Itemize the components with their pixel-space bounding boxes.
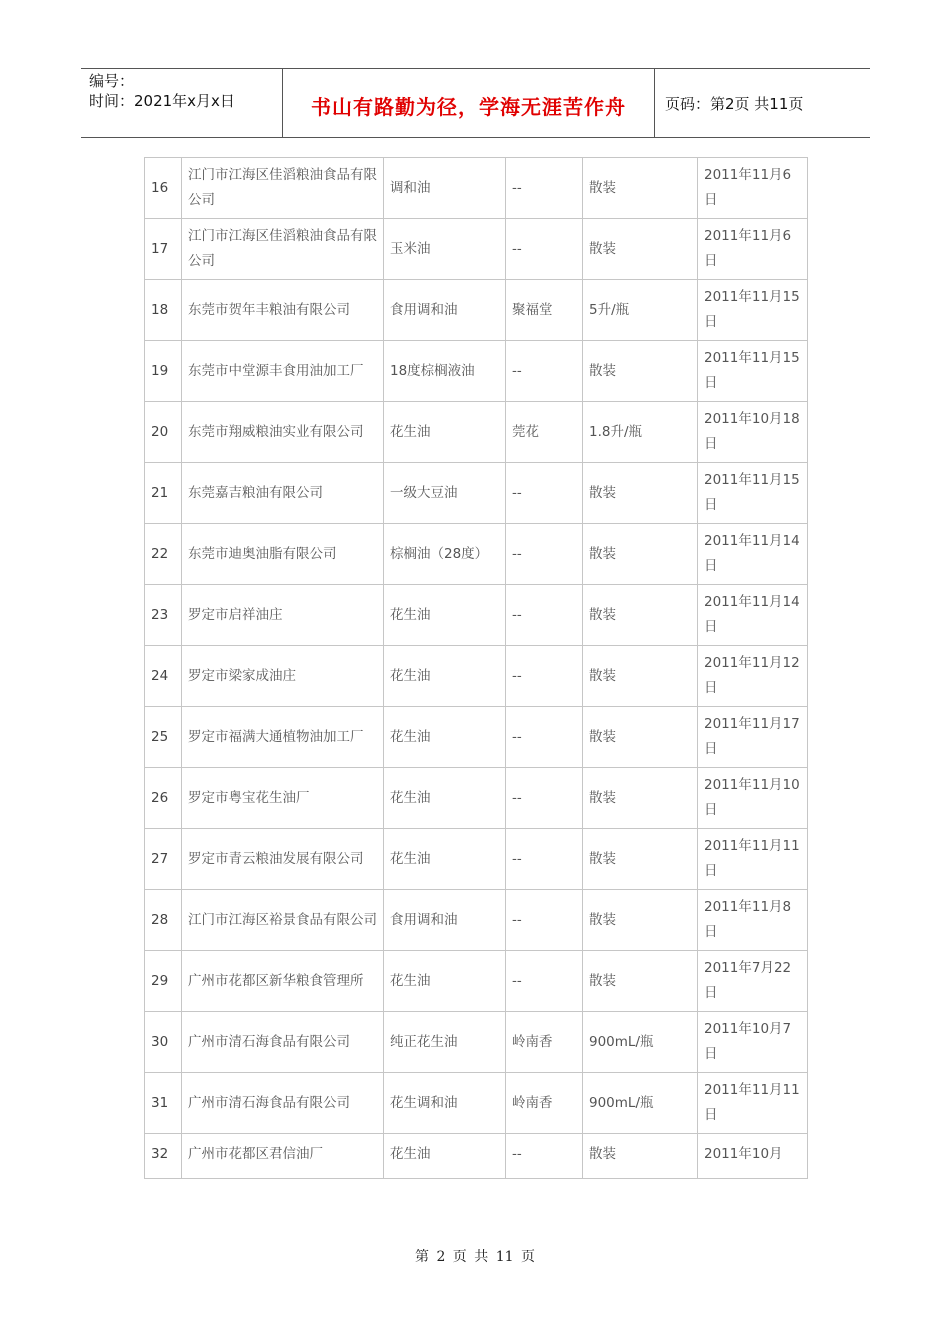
package-spec-cell: 散装 xyxy=(583,707,698,768)
company-name-cell: 罗定市福满大通植物油加工厂 xyxy=(182,707,384,768)
brand-name-cell: -- xyxy=(506,524,583,585)
table-row xyxy=(145,1134,808,1179)
package-spec-cell: 5升/瓶 xyxy=(583,280,698,341)
package-spec-cell: 散装 xyxy=(583,524,698,585)
table-row xyxy=(145,341,808,402)
brand-name-cell: -- xyxy=(506,463,583,524)
product-name-cell: 花生油 xyxy=(384,768,506,829)
product-name-cell: 纯正花生油 xyxy=(384,1012,506,1073)
row-number-cell: 27 xyxy=(145,829,182,890)
company-name-cell: 江门市江海区裕景食品有限公司 xyxy=(182,890,384,951)
package-spec-cell: 散装 xyxy=(583,890,698,951)
brand-name-cell: -- xyxy=(506,1134,583,1179)
product-name-cell: 花生油 xyxy=(384,646,506,707)
document-number-label: 编号： xyxy=(89,72,135,90)
row-number-cell: 24 xyxy=(145,646,182,707)
header-motto-cell xyxy=(282,69,655,137)
package-spec-cell: 1.8升/瓶 xyxy=(583,402,698,463)
company-name-cell: 广州市花都区新华粮食管理所 xyxy=(182,951,384,1012)
production-date-cell: 2011年11月15日 xyxy=(698,341,808,402)
table-row xyxy=(145,1073,808,1134)
company-name-cell: 罗定市梁家成油庄 xyxy=(182,646,384,707)
product-name-cell: 调和油 xyxy=(384,158,506,219)
package-spec-cell: 散装 xyxy=(583,646,698,707)
page-header xyxy=(81,68,870,138)
table-row xyxy=(145,1012,808,1073)
row-number-cell: 25 xyxy=(145,707,182,768)
row-number-cell: 19 xyxy=(145,341,182,402)
package-spec-cell: 散装 xyxy=(583,219,698,280)
product-name-cell: 花生油 xyxy=(384,951,506,1012)
company-name-cell: 罗定市启祥油庄 xyxy=(182,585,384,646)
table-row xyxy=(145,890,808,951)
company-name-cell: 东莞嘉吉粮油有限公司 xyxy=(182,463,384,524)
page-footer: 第 2 页 共 11 页 xyxy=(415,1249,535,1265)
row-number-cell: 23 xyxy=(145,585,182,646)
package-spec-cell: 900mL/瓶 xyxy=(583,1012,698,1073)
table-row xyxy=(145,402,808,463)
package-spec-cell: 900mL/瓶 xyxy=(583,1073,698,1134)
production-date-cell: 2011年10月7日 xyxy=(698,1012,808,1073)
product-name-cell: 18度棕榈液油 xyxy=(384,341,506,402)
product-name-cell: 花生油 xyxy=(384,1134,506,1179)
package-spec-cell: 散装 xyxy=(583,585,698,646)
company-name-cell: 广州市花都区君信油厂 xyxy=(182,1134,384,1179)
brand-name-cell: 莞花 xyxy=(506,402,583,463)
production-date-cell: 2011年11月14日 xyxy=(698,524,808,585)
row-number-cell: 31 xyxy=(145,1073,182,1134)
company-name-cell: 东莞市中堂源丰食用油加工厂 xyxy=(182,341,384,402)
table-row xyxy=(145,646,808,707)
package-spec-cell: 散装 xyxy=(583,158,698,219)
package-spec-cell: 散装 xyxy=(583,829,698,890)
package-spec-cell: 散装 xyxy=(583,768,698,829)
oil-inspection-table xyxy=(144,157,808,1179)
table-row xyxy=(145,585,808,646)
product-name-cell: 玉米油 xyxy=(384,219,506,280)
table-row xyxy=(145,158,808,219)
production-date-cell: 2011年11月15日 xyxy=(698,280,808,341)
brand-name-cell: 岭南香 xyxy=(506,1073,583,1134)
company-name-cell: 江门市江海区佳滔粮油食品有限公司 xyxy=(182,219,384,280)
row-number-cell: 16 xyxy=(145,158,182,219)
product-name-cell: 花生调和油 xyxy=(384,1073,506,1134)
package-spec-cell: 散装 xyxy=(583,463,698,524)
product-name-cell: 食用调和油 xyxy=(384,890,506,951)
production-date-cell: 2011年11月8日 xyxy=(698,890,808,951)
row-number-cell: 21 xyxy=(145,463,182,524)
product-name-cell: 一级大豆油 xyxy=(384,463,506,524)
production-date-cell: 2011年11月10日 xyxy=(698,768,808,829)
production-date-cell: 2011年10月18日 xyxy=(698,402,808,463)
production-date-cell: 2011年10月 xyxy=(698,1134,808,1179)
header-motto: 书山有路勤为径，学海无涯苦作舟 xyxy=(311,94,626,119)
product-name-cell: 食用调和油 xyxy=(384,280,506,341)
product-name-cell: 棕榈油（28度） xyxy=(384,524,506,585)
brand-name-cell: -- xyxy=(506,341,583,402)
row-number-cell: 17 xyxy=(145,219,182,280)
table-row xyxy=(145,951,808,1012)
product-name-cell: 花生油 xyxy=(384,402,506,463)
brand-name-cell: -- xyxy=(506,585,583,646)
production-date-cell: 2011年11月12日 xyxy=(698,646,808,707)
production-date-cell: 2011年11月11日 xyxy=(698,829,808,890)
production-date-cell: 2011年11月17日 xyxy=(698,707,808,768)
brand-name-cell: -- xyxy=(506,158,583,219)
row-number-cell: 32 xyxy=(145,1134,182,1179)
table-row xyxy=(145,524,808,585)
row-number-cell: 30 xyxy=(145,1012,182,1073)
product-name-cell: 花生油 xyxy=(384,707,506,768)
company-name-cell: 东莞市贺年丰粮油有限公司 xyxy=(182,280,384,341)
row-number-cell: 18 xyxy=(145,280,182,341)
row-number-cell: 29 xyxy=(145,951,182,1012)
table-row xyxy=(145,768,808,829)
brand-name-cell: -- xyxy=(506,707,583,768)
brand-name-cell: -- xyxy=(506,829,583,890)
brand-name-cell: -- xyxy=(506,951,583,1012)
company-name-cell: 广州市清石海食品有限公司 xyxy=(182,1073,384,1134)
production-date-cell: 2011年11月14日 xyxy=(698,585,808,646)
row-number-cell: 22 xyxy=(145,524,182,585)
production-date-cell: 2011年11月11日 xyxy=(698,1073,808,1134)
production-date-cell: 2011年11月15日 xyxy=(698,463,808,524)
brand-name-cell: -- xyxy=(506,890,583,951)
package-spec-cell: 散装 xyxy=(583,1134,698,1179)
table-row xyxy=(145,829,808,890)
brand-name-cell: -- xyxy=(506,219,583,280)
company-name-cell: 东莞市迪奥油脂有限公司 xyxy=(182,524,384,585)
company-name-cell: 罗定市粤宝花生油厂 xyxy=(182,768,384,829)
row-number-cell: 26 xyxy=(145,768,182,829)
company-name-cell: 广州市清石海食品有限公司 xyxy=(182,1012,384,1073)
table-body xyxy=(145,158,808,1179)
company-name-cell: 罗定市青云粮油发展有限公司 xyxy=(182,829,384,890)
row-number-cell: 20 xyxy=(145,402,182,463)
product-name-cell: 花生油 xyxy=(384,829,506,890)
row-number-cell: 28 xyxy=(145,890,182,951)
header-info xyxy=(81,69,282,137)
product-name-cell: 花生油 xyxy=(384,585,506,646)
table-row xyxy=(145,219,808,280)
company-name-cell: 江门市江海区佳滔粮油食品有限公司 xyxy=(182,158,384,219)
table-row xyxy=(145,463,808,524)
package-spec-cell: 散装 xyxy=(583,951,698,1012)
brand-name-cell: -- xyxy=(506,646,583,707)
production-date-cell: 2011年11月6日 xyxy=(698,158,808,219)
brand-name-cell: 聚福堂 xyxy=(506,280,583,341)
package-spec-cell: 散装 xyxy=(583,341,698,402)
brand-name-cell: -- xyxy=(506,768,583,829)
document-time-label: 时间：2021年x月x日 xyxy=(89,92,235,110)
table-row xyxy=(145,707,808,768)
production-date-cell: 2011年7月22日 xyxy=(698,951,808,1012)
table-row xyxy=(145,280,808,341)
brand-name-cell: 岭南香 xyxy=(506,1012,583,1073)
production-date-cell: 2011年11月6日 xyxy=(698,219,808,280)
company-name-cell: 东莞市翔威粮油实业有限公司 xyxy=(182,402,384,463)
header-page-info: 页码：第2页 共11页 xyxy=(665,94,804,113)
